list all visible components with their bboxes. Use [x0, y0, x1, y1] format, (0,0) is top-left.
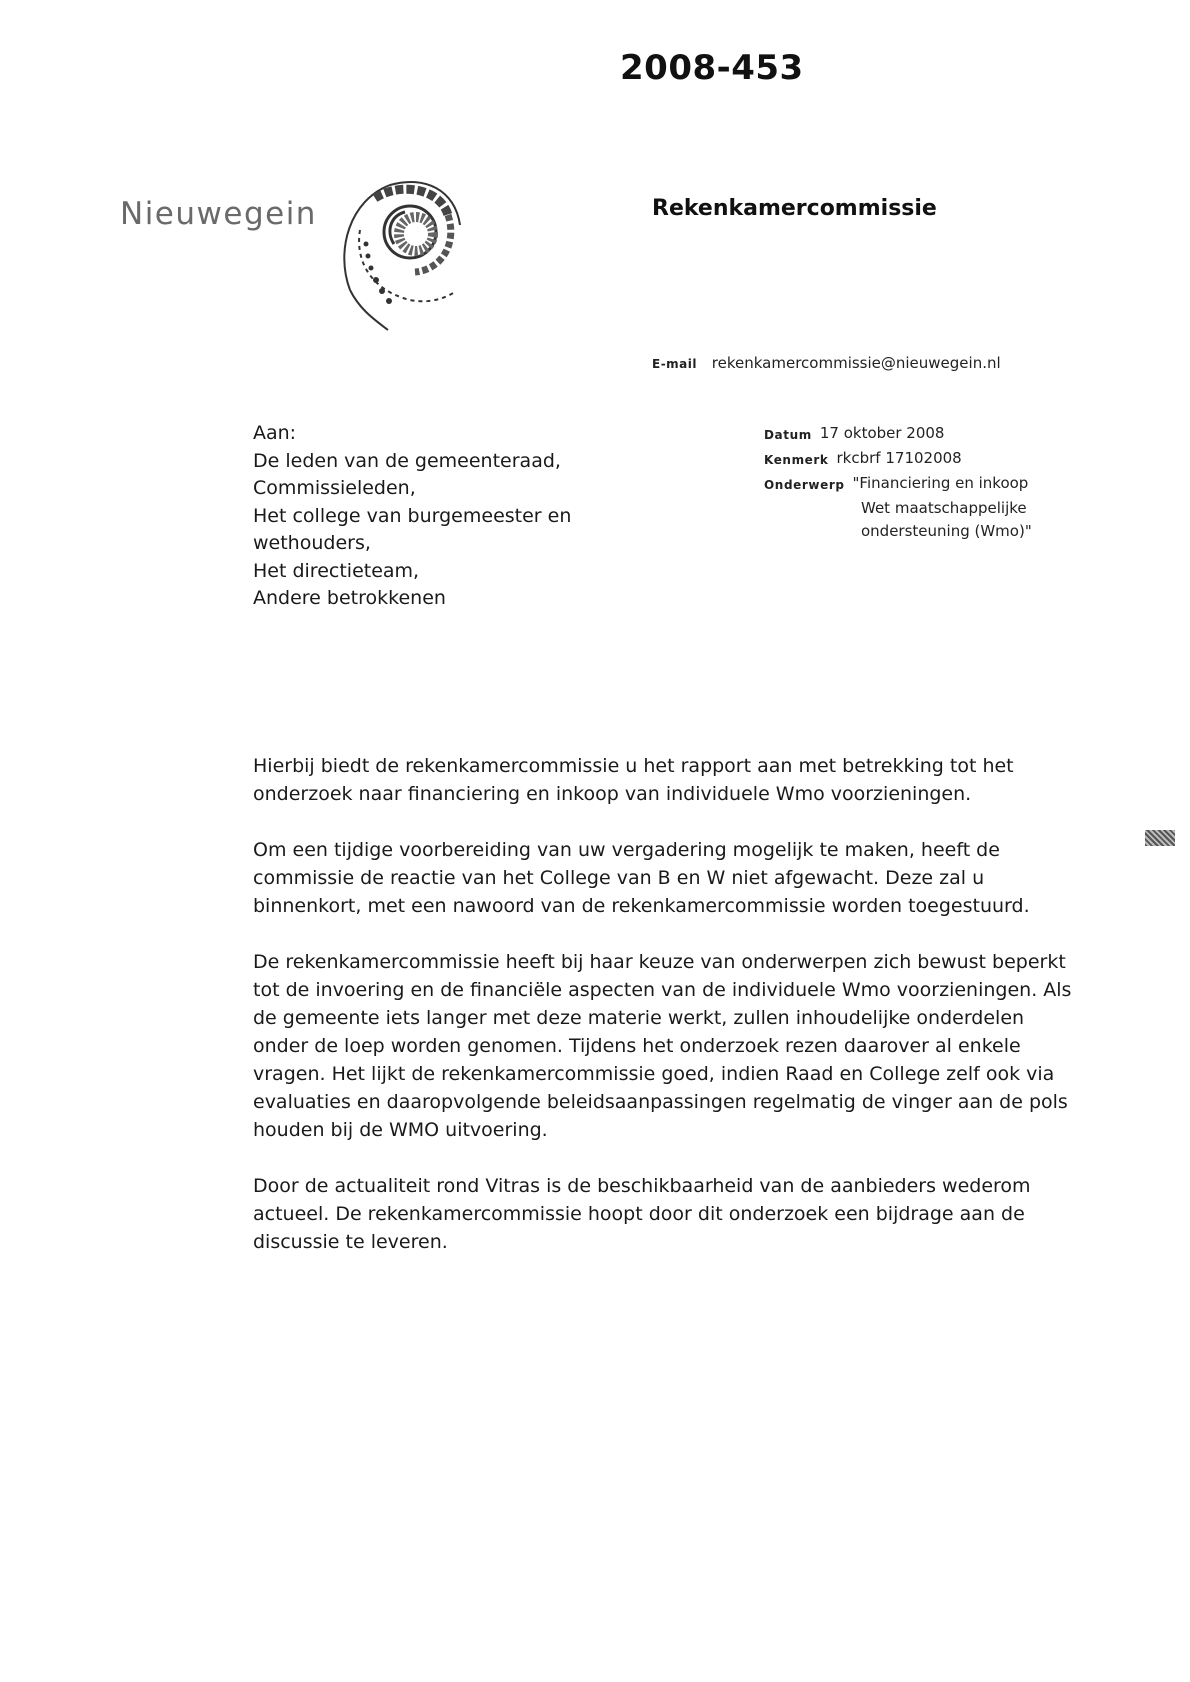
body-paragraph: [253, 836, 1053, 920]
address-line: Het college van burgemeester en: [253, 504, 572, 527]
body-paragraph: [253, 1172, 1053, 1256]
body-line: tot de invoering en de financiële aspecten van de individuele Wmo voorzieningen. Als: [253, 979, 1072, 1001]
scan-artifact-mark: [1145, 830, 1175, 846]
body-paragraph: [253, 752, 1053, 808]
body-line: de gemeente iets langer met deze materie werkt, zullen inhoudelijke onderdelen: [253, 1007, 1025, 1029]
kenmerk-label: Kenmerk: [764, 453, 829, 467]
body-line: discussie te leveren.: [253, 1231, 448, 1253]
body-line: De rekenkamercommissie heeft bij haar keuze van onderwerpen zich bewust beperkt: [253, 951, 1066, 973]
onderwerp-label: Onderwerp: [764, 478, 845, 492]
body-line: vragen. Het lijkt de rekenkamercommissie goed, indien Raad en College zelf ook via: [253, 1063, 1055, 1085]
body-line: binnenkort, met een nawoord van de rekenkamercommissie worden toegestuurd.: [253, 895, 1030, 917]
kenmerk-row: [764, 447, 1032, 472]
address-line: Commissieleden,: [253, 477, 416, 499]
body-line: evaluaties en daaropvolgende beleidsaanpassingen regelmatig de vinger aan de pols: [253, 1091, 1068, 1113]
body-line: houden bij de WMO uitvoering.: [253, 1119, 548, 1141]
body-line: Om een tijdige voorbereiding van uw vergadering mogelijk te maken, heeft de: [253, 839, 1000, 861]
letter-body: [253, 752, 1072, 1284]
body-line: Door de actualiteit rond Vitras is de beschikbaarheid van de aanbieders wederom: [253, 1175, 1031, 1197]
kenmerk-value: rkcbrf 17102008: [836, 449, 962, 467]
document-number: 2008-453: [620, 48, 804, 88]
onderwerp-continuation: [764, 497, 1032, 520]
address-line: wethouders,: [253, 532, 371, 554]
onderwerp-line: "Financiering en inkoop: [852, 474, 1029, 492]
address-line: De leden van de gemeenteraad,: [253, 449, 561, 472]
spiral-logo-icon: [330, 170, 490, 340]
onderwerp-continuation: [764, 520, 1032, 543]
body-line: onderzoek naar financiering en inkoop van individuele Wmo voorzieningen.: [253, 783, 972, 805]
email-row: [652, 354, 1001, 372]
body-line: commissie de reactie van het College van B en W niet afgewacht. Deze zal u: [253, 867, 985, 889]
email-label: E-mail: [652, 357, 698, 371]
datum-row: [764, 422, 1032, 447]
logo-wordmark: Nieuwegein: [120, 196, 317, 232]
addressee-block: [253, 420, 571, 613]
onderwerp-line: ondersteuning (Wmo)": [861, 522, 1032, 540]
body-line: onder de loep worden genomen. Tijdens het onderzoek rezen daarover al enkele: [253, 1035, 1021, 1057]
address-line: Andere betrokkenen: [253, 587, 446, 609]
onderwerp-row: [764, 472, 1032, 497]
letter-metadata: [764, 422, 1032, 543]
datum-label: Datum: [764, 428, 812, 442]
organization-name: Rekenkamercommissie: [652, 196, 937, 221]
body-line: Hierbij biedt de rekenkamercommissie u het rapport aan met betrekking tot het: [253, 755, 1014, 777]
datum-value: 17 oktober 2008: [819, 424, 945, 442]
address-line: Het directieteam,: [253, 559, 420, 582]
body-line: actueel. De rekenkamercommissie hoopt door dit onderzoek een bijdrage aan de: [253, 1203, 1025, 1225]
email-address: rekenkamercommissie@nieuwegein.nl: [711, 354, 1001, 372]
onderwerp-line: Wet maatschappelijke: [861, 499, 1027, 517]
body-paragraph: [253, 948, 1072, 1144]
address-line: Aan:: [253, 422, 297, 444]
